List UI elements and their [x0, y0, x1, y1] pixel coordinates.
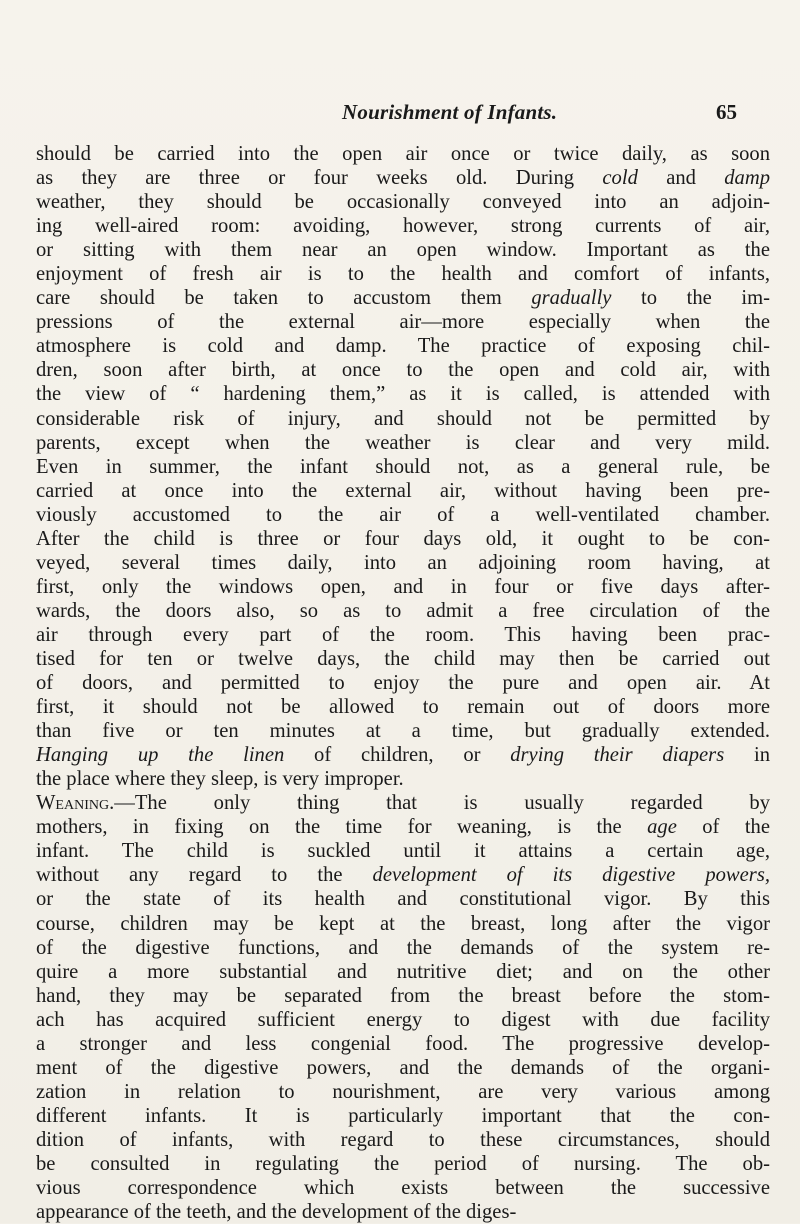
text-line — [36, 479, 770, 503]
text-run: care should be taken to accustom them — [36, 287, 532, 310]
text-line — [36, 455, 770, 479]
text-line — [36, 575, 770, 599]
text-line — [36, 1200, 770, 1224]
text-run: enjoyment of fresh air is to the health and comfort of infants, — [36, 263, 770, 286]
text-run: wards, the doors also, so as to admit a free circulation of the — [36, 599, 770, 622]
text-line — [36, 599, 770, 623]
italic-run: development of its digestive powers, — [372, 864, 770, 887]
text-line — [36, 767, 770, 791]
text-run: should be carried into the open air once or twice daily, as soon — [36, 143, 770, 165]
text-run: of doors, and permitted to enjoy the pure and open air. At — [36, 672, 770, 695]
text-line — [36, 551, 770, 575]
text-line — [36, 142, 770, 166]
text-run: of children, or — [284, 744, 511, 767]
text-run: considerable risk of injury, and should not be permitted by — [36, 407, 770, 430]
text-run: in — [724, 744, 770, 767]
text-line — [36, 623, 770, 647]
text-run: to the im- — [611, 287, 770, 310]
text-run: quire a more substantial and nutritive diet; and on the other — [36, 960, 770, 983]
text-line — [36, 647, 770, 671]
text-line — [36, 527, 770, 551]
text-run: infant. The child is suckled until it attains a certain age, — [36, 840, 770, 863]
text-run: parents, except when the weather is clear and very mild. — [36, 431, 770, 454]
text-run: than five or ten minutes at a time, but gradually extended. — [36, 720, 770, 743]
text-run: pressions of the external air—more especially when the — [36, 311, 770, 334]
text-line — [36, 1080, 770, 1104]
text-line — [36, 310, 770, 334]
italic-run: cold — [602, 167, 638, 190]
text-line — [36, 719, 770, 743]
text-line — [36, 695, 770, 719]
text-line — [36, 431, 770, 455]
text-line — [36, 1104, 770, 1128]
text-line — [36, 912, 770, 936]
text-run: course, children may be kept at the breast, long after the vigor — [36, 912, 770, 935]
text-run: hand, they may be separated from the breast before the stom- — [36, 984, 770, 1007]
text-run: and — [637, 167, 725, 190]
text-run: tised for ten or twelve days, the child may then be carried out — [36, 647, 770, 670]
running-title: Nourishment of Infants. — [342, 100, 558, 124]
text-run: After the child is three or four days old, it ought to be con- — [36, 527, 770, 550]
text-line — [36, 839, 770, 863]
text-line — [36, 1056, 770, 1080]
text-run: mothers, in fixing on the time for weaning, is the — [36, 816, 648, 839]
text-run: or the state of its health and constitutional vigor. By this — [36, 888, 770, 911]
text-run: zation in relation to nourishment, are very various among — [36, 1080, 770, 1103]
text-run: vious correspondence which exists between the successive — [36, 1177, 770, 1200]
italic-run: damp — [724, 167, 770, 190]
italic-run: age — [647, 816, 677, 839]
text-run: carried at once into the external air, without having been pre- — [36, 479, 770, 502]
text-run: or sitting with them near an open window. Important as the — [36, 239, 770, 262]
text-line — [36, 334, 770, 358]
text-line — [36, 238, 770, 262]
text-line — [36, 190, 770, 214]
text-run: first, only the windows open, and in four or five days after- — [36, 575, 770, 598]
text-run: ach has acquired sufficient energy to digest with due facility — [36, 1008, 770, 1031]
text-run: a stronger and less congenial food. The progressive develop- — [36, 1032, 770, 1055]
text-run: Even in summer, the infant should not, as a general rule, be — [36, 455, 770, 478]
text-run: —The only thing that is usually regarded by — [114, 792, 770, 815]
text-line — [36, 262, 770, 286]
text-line — [36, 815, 770, 839]
text-line — [36, 503, 770, 527]
text-run: dren, soon after birth, at once to the open and cold air, with — [36, 359, 770, 382]
text-run: the view of “ hardening them,” as it is called, is attended with — [36, 383, 770, 406]
text-line — [36, 1008, 770, 1032]
text-run: atmosphere is cold and damp. The practice of exposing chil- — [36, 335, 770, 358]
text-line — [36, 407, 770, 431]
text-line — [36, 671, 770, 695]
text-line — [36, 1032, 770, 1056]
text-line — [36, 863, 770, 887]
text-run: as they are three or four weeks old. During — [36, 167, 603, 190]
text-run: of the digestive functions, and the demands of the system re- — [36, 936, 770, 959]
page-number: 65 — [716, 100, 737, 124]
text-line — [36, 960, 770, 984]
text-run: veyed, several times daily, into an adjoining room having, at — [36, 551, 770, 574]
body-text — [36, 142, 770, 1224]
text-line — [36, 1176, 770, 1200]
text-run: ing well-aired room: avoiding, however, strong currents of air, — [36, 215, 770, 238]
italic-run: Hanging up the linen — [36, 744, 285, 767]
text-run: weather, they should be occasionally conveyed into an adjoin- — [36, 191, 770, 214]
text-run: appearance of the teeth, and the development of the diges- — [36, 1201, 517, 1224]
text-line — [36, 214, 770, 238]
text-line — [36, 382, 770, 406]
text-line — [36, 791, 770, 815]
text-line — [36, 936, 770, 960]
text-line — [36, 1128, 770, 1152]
text-line — [36, 358, 770, 382]
text-run: dition of infants, with regard to these circumstances, should — [36, 1128, 770, 1151]
italic-run: gradually — [531, 287, 612, 310]
text-run: the place where they sleep, is very improper. — [36, 768, 404, 791]
text-line — [36, 743, 770, 767]
text-run: without any regard to the — [36, 864, 373, 887]
text-line — [36, 984, 770, 1008]
italic-run: drying their diapers — [510, 744, 725, 767]
text-run: ment of the digestive powers, and the demands of the organi- — [36, 1056, 770, 1079]
text-run: air through every part of the room. This having been prac- — [36, 623, 770, 646]
text-line — [36, 166, 770, 190]
text-line — [36, 1152, 770, 1176]
text-line — [36, 887, 770, 911]
text-line — [36, 286, 770, 310]
text-run: different infants. It is particularly important that the con- — [36, 1104, 770, 1127]
text-run: of the — [676, 816, 770, 839]
text-run: first, it should not be allowed to remain out of doors more — [36, 696, 770, 719]
small-caps-run: Weaning. — [36, 792, 115, 815]
text-run: be consulted in regulating the period of nursing. The ob- — [36, 1152, 770, 1175]
text-run: viously accustomed to the air of a well-ventilated chamber. — [36, 503, 770, 526]
running-header — [0, 100, 800, 128]
